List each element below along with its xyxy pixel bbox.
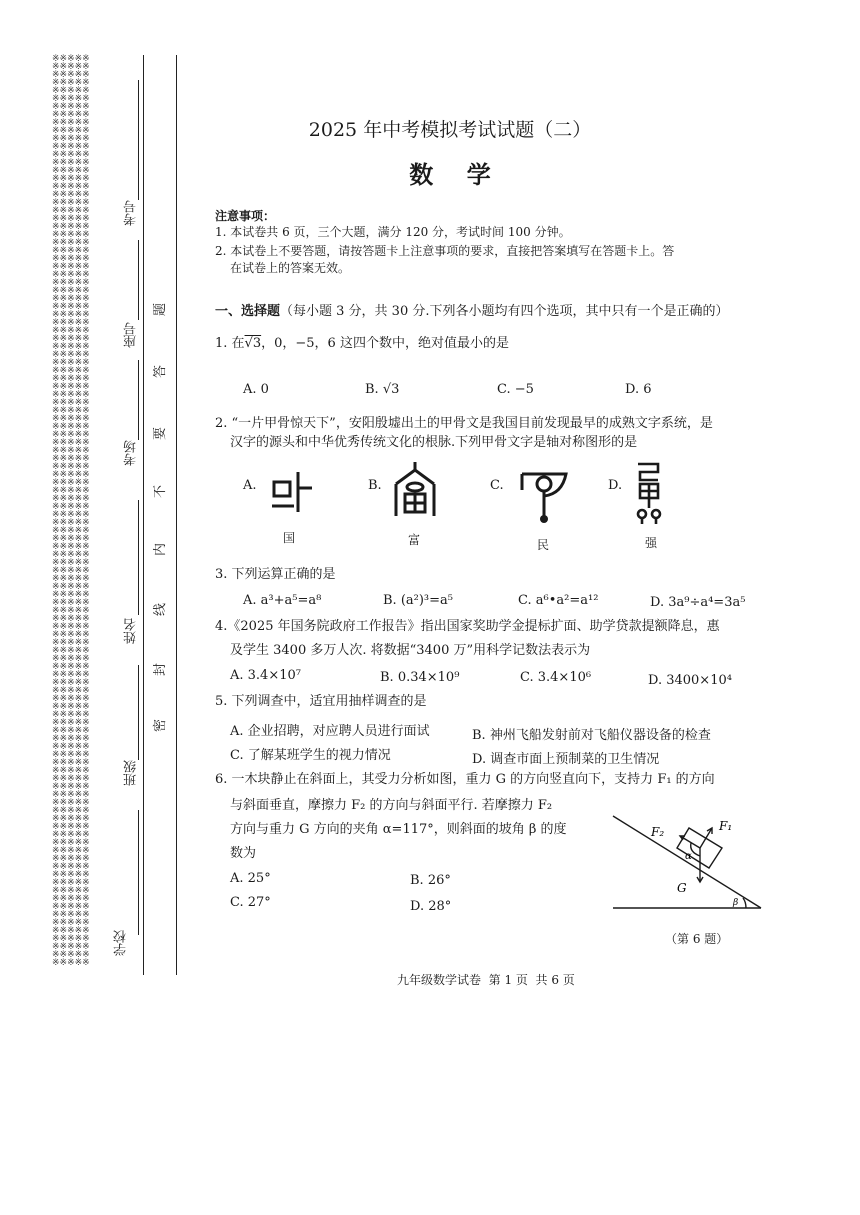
margin-pattern: ※※※※※ ※※※※※ ※※※※※ ※※※※※ ※※※※※ ※※※※※ ※※※※※ ※※※※※ ※※※※※ ※※※※※ ※※※※※ ※※※※※ ※※※※※ ※※※※※ ※※※※※ ※※※※※ ※※※※※ ※※※※※ ※※※※※ ※※※※※ ※※※※※ ※※※※※ ※※※※※ ※※※※※ ※※※※※ ※※※※※ ※※※※※ ※※※※※ ※※※※※ ※※※※※ ※※※※※ ※※※※※ ※※※※※ ※※※※※ ※※※※※ ※※※※※ ※※※※※ ※※※※※ ※※※※※ ※※※※※ ※※※※※ ※※※※※ ※※※※※ ※※※※※ ※※※※※ ※※※※※ ※※※※※ ※※※※※ ※※※※※ ※※※※※ ※※※※※ ※※※※※ ※※※※※ ※※※※※ ※※※※※ ※※※※※ ※※※※※ ※※※※※ ※※※※※ ※※※※※ ※※※※※ ※※※※※ ※※※※※ ※※※※※ ※※※※※ ※※※※※ ※※※※※ ※※※※※ ※※※※※ ※※※※※ ※※※※※ ※※※※※ ※※※※※ ※※※※※ ※※※※※ ※※※※※ ※※※※※ ※※※※※ ※※※※※ ※※※※※ ※※※※※ ※※※※※ ※※※※※ ※※※※※ ※※※※※ ※※※※※ ※※※※※ ※※※※※ ※※※※※ ※※※※※ ※※※※※ ※※※※※ ※※※※※ ※※※※※ ※※※※※ ※※※※※ ※※※※※ ※※※※※ ※※※※※ ※※※※※ ※※※※※ ※※※※※ ※※※※※ ※※※※※ ※※※※※ ※※※※※ ※※※※※ ※※※※※ ※※※※※ ※※※※※ ※※※※※ ※※※※※ ※※※※※ ※※※※※ <box>52 54 90 968</box>
oracle-glyph-guo-icon <box>268 468 314 514</box>
q1-option-d[interactable]: D. 6 <box>625 382 652 397</box>
seal-char: 内 <box>153 542 169 557</box>
seal-char: 不 <box>153 484 169 499</box>
q6-option-d[interactable]: D. 28° <box>410 899 452 914</box>
page-footer: 九年级数学试卷 第 1 页 共 6 页 <box>397 973 575 987</box>
q4-option-c[interactable]: C. 3.4×10⁶ <box>520 670 592 685</box>
label-school: 学校 <box>114 930 129 956</box>
field-line <box>138 810 139 935</box>
label-f1: F₁ <box>719 819 733 833</box>
label-class: 班级 <box>124 760 139 786</box>
label-f2: F₂ <box>651 825 665 839</box>
q1-stem-b: ，0，−5，6 这四个数中，绝对值最小的是 <box>261 336 509 351</box>
q3-option-d[interactable]: D. 3a⁹÷a⁴=3a⁵ <box>650 595 746 610</box>
q3-option-c[interactable]: C. a⁶•a²=a¹² <box>518 593 599 608</box>
q3-option-a[interactable]: A. a³+a⁵=a⁸ <box>243 593 322 608</box>
notice-item: 在试卷上的答案无效。 <box>230 261 351 275</box>
q5-option-c[interactable]: C. 了解某班学生的视力情况 <box>230 748 391 763</box>
q3-option-b[interactable]: B. (a²)³=a⁵ <box>383 593 453 608</box>
q6-option-b[interactable]: B. 26° <box>410 873 451 888</box>
seal-char: 题 <box>153 302 169 317</box>
label-exam-room: 考场 <box>124 440 139 466</box>
q1-option-a[interactable]: A. 0 <box>243 382 269 397</box>
label-alpha: α <box>685 851 692 862</box>
exam-title: 2025 年中考模拟考试试题（二） <box>308 119 592 141</box>
seal-char: 答 <box>153 364 169 379</box>
incline-line <box>613 816 761 908</box>
oracle-glyph-qiang-icon <box>632 460 666 526</box>
binding-margin <box>0 0 190 1000</box>
section-desc: （每小题 3 分，共 30 分.下列各小题均有四个选项，其中只有一个是正确的） <box>280 304 729 319</box>
q4-option-d[interactable]: D. 3400×10⁴ <box>648 673 732 688</box>
question-6-line2: 与斜面垂直，摩擦力 F₂ 的方向与斜面平行. 若摩擦力 F₂ <box>230 798 553 813</box>
oracle-glyph-min-icon <box>518 468 570 524</box>
section-title: 一、选择题 <box>215 304 281 319</box>
q2-caption-a: 国 <box>283 531 296 545</box>
label-exam-number: 考号 <box>124 200 139 226</box>
figure-caption: （第 6 题） <box>665 932 729 946</box>
question-6-line3: 方向与重力 G 方向的夹角 α=117°，则斜面的坡角 β 的度 <box>230 822 567 837</box>
oracle-glyph-fu-icon <box>392 460 438 520</box>
field-line <box>138 500 139 615</box>
q1-option-c[interactable]: C. −5 <box>497 382 534 397</box>
q5-option-a[interactable]: A. 企业招聘，对应聘人员进行面试 <box>230 724 430 739</box>
question-6-line1: 6. 一木块静止在斜面上，其受力分析如图，重力 G 的方向竖直向下，支持力 F₁ 的方向 <box>215 772 715 787</box>
question-2-line2: 汉字的源头和中华优秀传统文化的根脉.下列甲骨文字是轴对称图形的是 <box>230 435 638 450</box>
q2-option-c[interactable]: C. <box>490 478 504 493</box>
field-line <box>138 240 139 320</box>
q2-caption-d: 强 <box>645 536 658 550</box>
notice-heading: 注意事项： <box>215 209 276 223</box>
q2-option-b[interactable]: B. <box>368 478 382 493</box>
q5-option-d[interactable]: D. 调查市面上预制菜的卫生情况 <box>472 752 660 767</box>
beta-arc <box>743 898 746 908</box>
q2-caption-c: 民 <box>537 538 550 552</box>
subject-title: 数 学 <box>409 160 491 189</box>
seal-line <box>176 55 177 975</box>
q5-option-b[interactable]: B. 神州飞船发射前对飞船仪器设备的检查 <box>472 728 711 743</box>
question-5-stem: 5. 下列调查中，适宜用抽样调查的是 <box>215 694 427 709</box>
label-name: 姓名 <box>124 618 139 644</box>
force-f1-arrow <box>700 828 712 848</box>
notice-item: 2. 本试卷上不要答题，请按答题卡上注意事项的要求，直接把答案填写在答题卡上。答 <box>215 244 675 258</box>
seal-char: 要 <box>153 426 169 441</box>
label-seat-number: 座号 <box>124 322 139 348</box>
seal-char: 封 <box>153 662 169 677</box>
label-beta: β <box>733 898 739 908</box>
q1-stem-a: 1. 在 <box>215 336 245 351</box>
field-line <box>138 360 139 440</box>
q6-option-a[interactable]: A. 25° <box>230 871 271 886</box>
q6-option-c[interactable]: C. 27° <box>230 895 271 910</box>
question-4-line1: 4.《2025 年国务院政府工作报告》指出国家奖助学金提标扩面、助学贷款提额降息，惠 <box>215 619 720 634</box>
notice-item: 1. 本试卷共 6 页，三个大题，满分 120 分，考试时间 100 分钟。 <box>215 225 571 239</box>
field-line <box>138 665 139 760</box>
section-heading <box>215 303 729 321</box>
incline-force-diagram <box>605 812 765 917</box>
question-4-line2: 及学生 3400 多万人次. 将数据“3400 万”用科学记数法表示为 <box>230 643 591 658</box>
label-g: G <box>677 881 687 895</box>
question-2-line1: 2. “一片甲骨惊天下”，安阳殷墟出土的甲骨文是我国目前发现最早的成熟文字系统，是 <box>215 416 713 431</box>
question-6-line4: 数为 <box>230 846 257 861</box>
question-1-stem <box>215 335 509 353</box>
margin-line <box>143 55 144 975</box>
seal-char: 线 <box>153 602 169 617</box>
q1-option-b[interactable]: B. √3 <box>365 382 400 397</box>
q2-option-d[interactable]: D. <box>608 478 623 493</box>
seal-char: 密 <box>153 718 169 733</box>
q2-caption-b: 富 <box>408 533 421 547</box>
q2-option-a[interactable]: A. <box>243 478 257 493</box>
q4-option-b[interactable]: B. 0.34×10⁹ <box>380 670 460 685</box>
q4-option-a[interactable]: A. 3.4×10⁷ <box>230 668 301 683</box>
sqrt3: √3 <box>244 336 262 351</box>
question-3-stem: 3. 下列运算正确的是 <box>215 567 336 582</box>
